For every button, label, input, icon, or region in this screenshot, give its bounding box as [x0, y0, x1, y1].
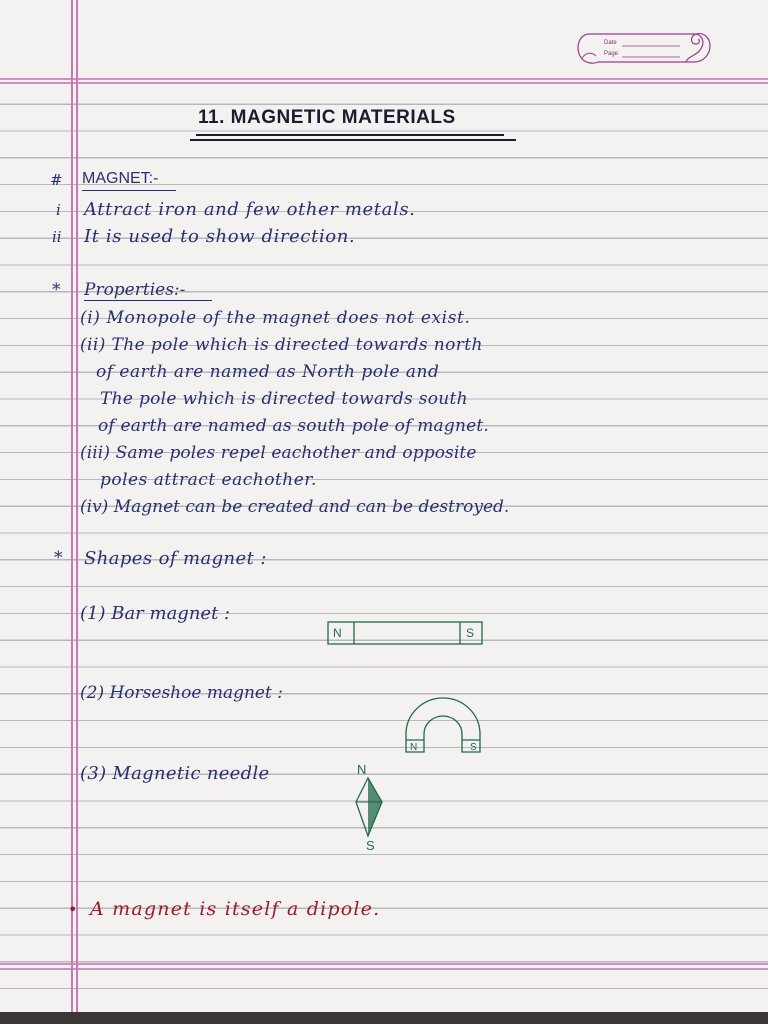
date-label: Date	[604, 40, 617, 46]
title-underline-2	[190, 139, 516, 141]
header-rule-pink-2	[0, 82, 768, 84]
property-line: (iii) Same poles repel eachother and opposite	[80, 443, 477, 463]
bar-north-label: N	[333, 626, 342, 640]
horseshoe-magnet-label: (2) Horseshoe magnet :	[80, 683, 283, 703]
bar-magnet-label: (1) Bar magnet :	[80, 603, 231, 624]
horseshoe-south-label: S	[470, 742, 477, 753]
magnetic-needle-icon	[350, 776, 390, 838]
properties-heading: Properties:-	[84, 280, 186, 300]
section-bullet-star: *	[54, 548, 63, 568]
item-number: i	[56, 201, 61, 219]
magnet-item: Attract iron and few other metals.	[84, 199, 416, 220]
property-line: of earth are named as North pole and	[96, 362, 440, 382]
magnet-heading-underline	[82, 190, 176, 191]
needle-north-label: N	[357, 762, 367, 777]
margin-line-2	[76, 0, 78, 1024]
needle-south-label: S	[366, 838, 375, 853]
property-line: (i) Monopole of the magnet does not exist.	[80, 308, 471, 328]
section-bullet-star: *	[52, 280, 61, 300]
magnet-item: It is used to show direction.	[84, 226, 356, 247]
footer-rule-pink-2	[0, 968, 768, 970]
margin-line	[71, 0, 73, 1024]
date-page-scroll-icon	[576, 28, 712, 70]
header-rule-pink	[0, 78, 768, 80]
property-line: The pole which is directed towards south	[100, 389, 468, 409]
property-line: of earth are named as south pole of magnet.	[98, 416, 490, 436]
date-page-box	[576, 28, 712, 70]
properties-heading-underline	[84, 300, 212, 301]
page-label: Page	[604, 51, 619, 57]
footer-rule-pink	[0, 963, 768, 965]
property-line: poles attract eachother.	[100, 470, 317, 490]
property-line: (ii) The pole which is directed towards north	[80, 335, 483, 355]
magnet-heading: MAGNET:-	[82, 170, 159, 187]
section-bullet-hash: #	[50, 171, 63, 189]
bar-magnet-icon	[326, 620, 484, 646]
bar-south-label: S	[466, 626, 475, 640]
property-line: (iv) Magnet can be created and can be destroyed.	[80, 497, 510, 517]
item-number: ii	[52, 228, 62, 246]
conclusion-bullet: •	[68, 900, 78, 919]
shapes-heading: Shapes of magnet :	[84, 548, 267, 569]
page-bottom-shadow	[0, 1012, 768, 1024]
page-title: 11. MAGNETIC MATERIALS	[198, 107, 456, 128]
magnetic-needle-label: (3) Magnetic needle	[80, 763, 270, 784]
title-underline	[196, 134, 504, 136]
horseshoe-north-label: N	[410, 742, 418, 753]
conclusion-text: A magnet is itself a dipole.	[90, 898, 381, 920]
